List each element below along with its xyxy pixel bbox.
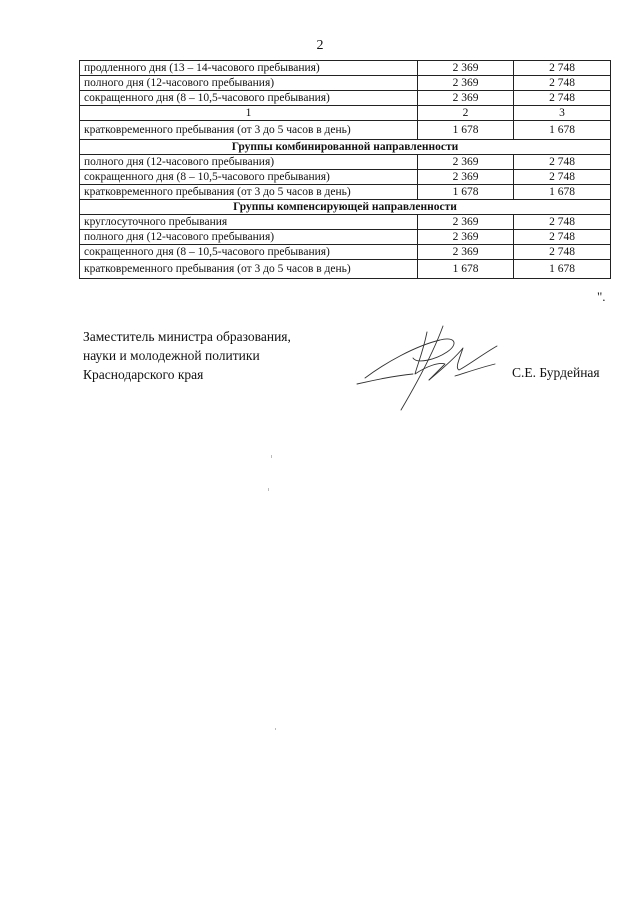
table-row xyxy=(80,215,611,230)
closing-quote: ". xyxy=(597,289,606,304)
section-header: Группы компенсирующей направленности xyxy=(80,200,611,215)
row-value-col2: 2 369 xyxy=(418,215,514,230)
row-value-col3: 1 678 xyxy=(514,260,611,279)
page-number: 2 xyxy=(316,38,324,53)
handwritten-signature xyxy=(355,318,505,413)
table-row xyxy=(80,260,611,279)
row-value-col3: 2 748 xyxy=(514,215,611,230)
tariff-table xyxy=(79,60,611,279)
signatory-name: С.Е. Бурдейная xyxy=(512,365,600,380)
row-label: кратковременного пребывания (от 3 до 5 часов в день) xyxy=(80,260,418,279)
row-value-col2: 2 369 xyxy=(418,155,514,170)
row-label: сокращенного дня (8 – 10,5-часового пребывания) xyxy=(80,91,418,106)
row-value-col2: 1 678 xyxy=(418,260,514,279)
table-row xyxy=(80,230,611,245)
scan-speck xyxy=(275,728,276,730)
table-row xyxy=(80,61,611,76)
section-header: Группы комбинированной направленности xyxy=(80,140,611,155)
section-header-row xyxy=(80,140,611,155)
row-label: кратковременного пребывания (от 3 до 5 часов в день) xyxy=(80,185,418,200)
row-value-col2: 2 369 xyxy=(418,170,514,185)
row-value-col3: 2 748 xyxy=(514,91,611,106)
row-label: полного дня (12-часового пребывания) xyxy=(80,230,418,245)
signatory-title-line: Заместитель министра образования, xyxy=(83,329,291,344)
row-value-col2: 1 678 xyxy=(418,121,514,140)
table-row xyxy=(80,76,611,91)
row-value-col3: 2 748 xyxy=(514,245,611,260)
row-value-col2: 2 369 xyxy=(418,61,514,76)
column-number-row xyxy=(80,106,611,121)
row-label: полного дня (12-часового пребывания) xyxy=(80,155,418,170)
column-number-2: 2 xyxy=(418,106,514,121)
signatory-title-line: Краснодарского края xyxy=(83,367,204,382)
table-row xyxy=(80,245,611,260)
row-label: полного дня (12-часового пребывания) xyxy=(80,76,418,91)
row-value-col2: 2 369 xyxy=(418,245,514,260)
column-number-3: 3 xyxy=(514,106,611,121)
row-label: круглосуточного пребывания xyxy=(80,215,418,230)
row-value-col2: 2 369 xyxy=(418,91,514,106)
signatory-title xyxy=(83,327,291,384)
row-value-col3: 2 748 xyxy=(514,170,611,185)
signatory-title-line: науки и молодежной политики xyxy=(83,348,260,363)
row-label: сокращенного дня (8 – 10,5-часового пребывания) xyxy=(80,245,418,260)
row-label: продленного дня (13 – 14-часового пребывания) xyxy=(80,61,418,76)
row-value-col2: 2 369 xyxy=(418,76,514,91)
table-row xyxy=(80,170,611,185)
row-label: кратковременного пребывания (от 3 до 5 часов в день) xyxy=(80,121,418,140)
section-header-row xyxy=(80,200,611,215)
column-number-1: 1 xyxy=(80,106,418,121)
row-value-col3: 2 748 xyxy=(514,155,611,170)
table-row xyxy=(80,91,611,106)
row-value-col3: 1 678 xyxy=(514,121,611,140)
row-label: сокращенного дня (8 – 10,5-часового пребывания) xyxy=(80,170,418,185)
tariff-table-body xyxy=(80,61,611,279)
table-row xyxy=(80,185,611,200)
row-value-col2: 1 678 xyxy=(418,185,514,200)
scan-speck xyxy=(271,455,272,458)
row-value-col3: 2 748 xyxy=(514,76,611,91)
table-row xyxy=(80,155,611,170)
row-value-col2: 2 369 xyxy=(418,230,514,245)
row-value-col3: 2 748 xyxy=(514,61,611,76)
row-value-col3: 2 748 xyxy=(514,230,611,245)
row-value-col3: 1 678 xyxy=(514,185,611,200)
table-row xyxy=(80,121,611,140)
scan-speck xyxy=(268,488,269,491)
